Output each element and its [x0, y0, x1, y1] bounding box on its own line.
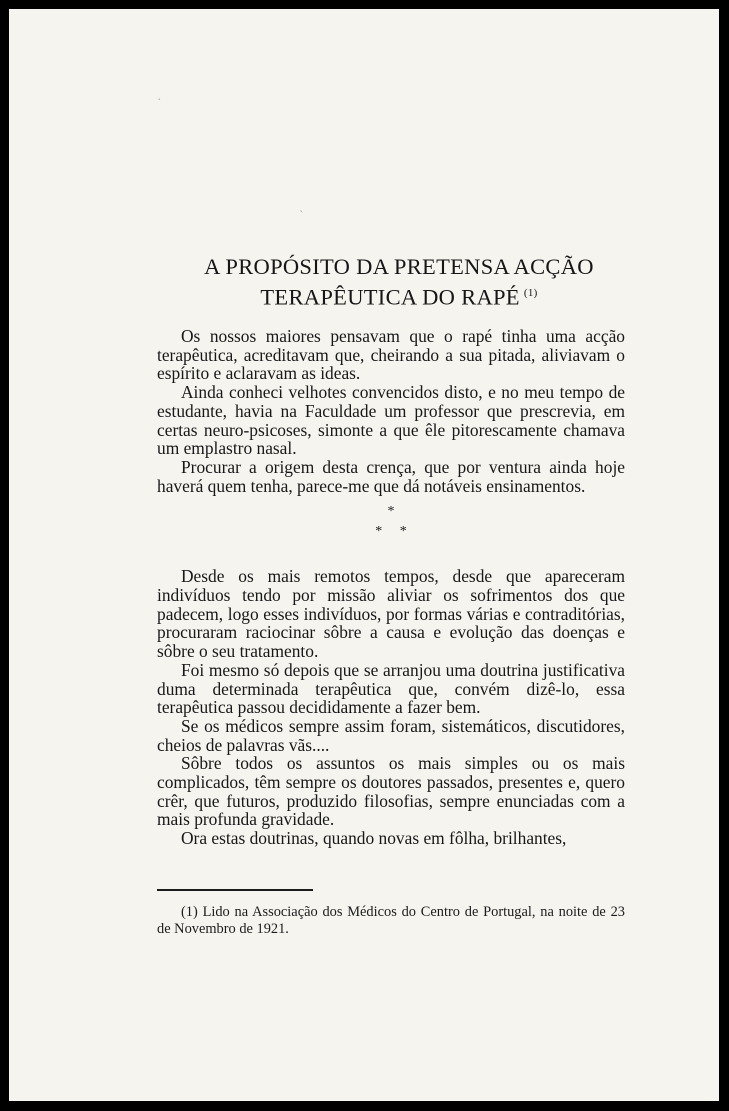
footnote-rule	[157, 889, 313, 891]
section-separator	[157, 505, 625, 541]
footnote: (1) Lido na Associação dos Médicos do Centro de Portugal, na noite de 23 de Novembro de 1921.	[157, 904, 625, 937]
article-body	[157, 327, 625, 848]
paragraph: Ora estas doutrinas, quando novas em fôlha, brilhantes,	[181, 828, 567, 849]
paragraph: Sôbre todos os assuntos os mais simples ou os mais complicados, têm sempre os doutores passados, presentes e, quero crêr, que futuros, produzido filosofias, sempre enunciadas com a mais profunda gravidade.	[157, 753, 625, 830]
bleed-through-mark: ·	[157, 93, 162, 108]
title-line-2: TERAPÊUTICA DO RAPÉ $^{(1)}$	[260, 284, 538, 310]
paragraph: Os nossos maiores pensavam que o rapé tinha uma acção terapêutica, acreditavam que, cheirando a sua pitada, aliviavam o espírito e aclaravam as ideas.	[157, 326, 625, 384]
footnote-marker: (1)	[523, 287, 538, 299]
paragraph: Procurar a origem desta crença, que por ventura ainda hoje haverá quem tenha, parece-me que dá notáveis ensinamentos.	[157, 456, 625, 496]
title-line-1: A PROPÓSITO DA PRETENSA ACÇÃO	[204, 254, 594, 279]
paragraph: Se os médicos sempre assim foram, sistemáticos, discutidores, cheios de palavras vãs....	[157, 715, 625, 755]
paragraph: Ainda conheci velhotes convencidos disto, e no meu tempo de estudante, havia na Faculdade um professor que prescrevia, em certas neuro-psicoses, simonte a que êle pitorescamente chamava um emplastro nasal.	[157, 382, 625, 459]
paragraph: Foi mesmo só depois que se arranjou uma doutrina justificativa duma determinada terapêutica que, convém dizê-lo, essa terapêutica passou decididamente a fazer bem.	[157, 659, 625, 718]
separator-asterisks-bottom: * *	[375, 524, 407, 540]
separator-asterisk-top: *	[387, 504, 395, 520]
document-page	[9, 9, 719, 1101]
bleed-through-mark: `	[299, 209, 304, 224]
article-title	[159, 253, 639, 311]
paragraph: Desde os mais remotos tempos, desde que apareceram indivíduos tendo por missão aliviar os sofrimentos dos que padecem, logo esses indivíduos, por formas várias e contraditórias, procuraram raciocinar sôbre a causa e evolução das doenças e sôbre o seu tratamento.	[157, 566, 625, 662]
